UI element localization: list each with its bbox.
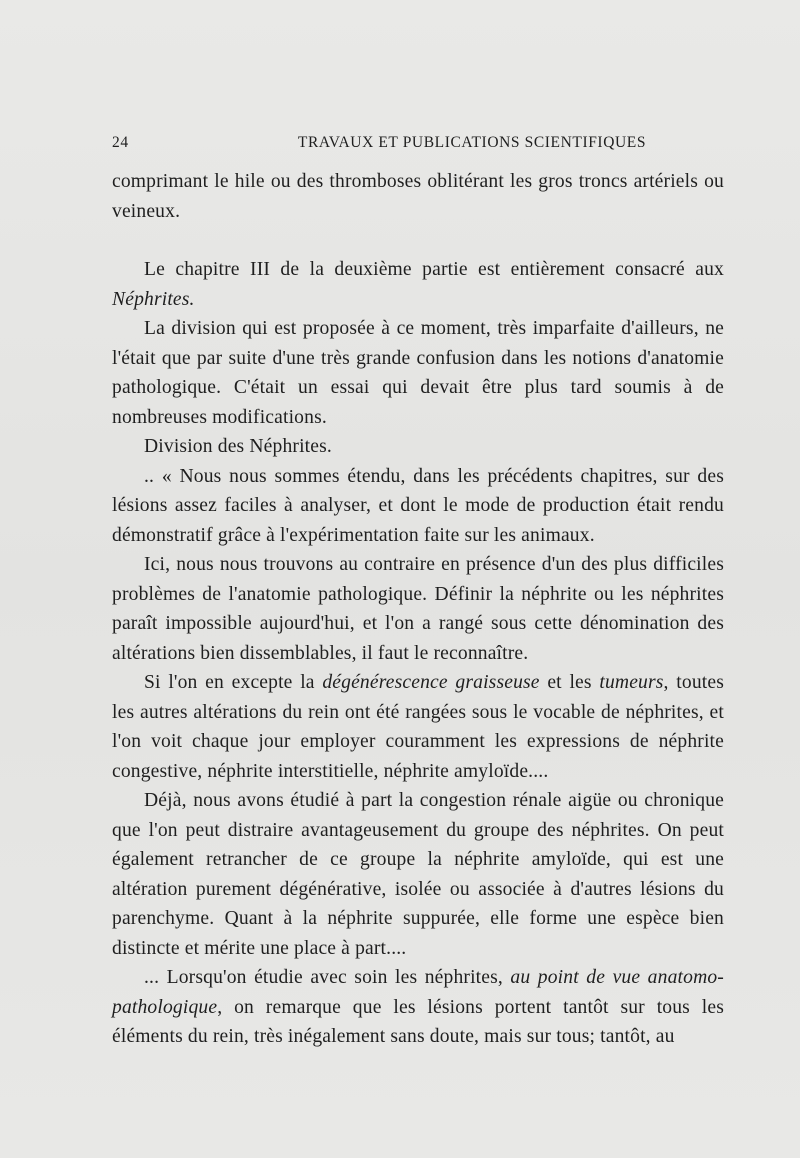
paragraph: La division qui est proposée à ce moment, très imparfaite d'ailleurs, ne l'était que par suite d'une très grande confusion dans les notions d'anatomie pathologique. C'était un essai qui devait être plus tard soumis à de nombreuses modifications. (112, 318, 724, 428)
running-title: TRAVAUX ET PUBLICATIONS SCIENTIFIQUES (297, 134, 647, 151)
page-header (112, 134, 724, 158)
italic-term: dégénérescence graisseuse (322, 672, 540, 693)
paragraph (112, 963, 724, 1052)
section-heading: Division des Néphrites. (144, 436, 332, 457)
paragraph-text: ... Lorsqu'on étudie avec soin les néphrites, (144, 967, 511, 988)
paragraph-text: , on remarque que les lésions portent tantôt sur tous les éléments du rein, très inégalement sans doute, mais sur tous; tantôt, au (112, 996, 724, 1047)
paragraph: Ici, nous nous trouvons au contraire en présence d'un des plus difficiles problèmes de l'anatomie pathologique. Définir la néphrite ou les néphrites paraît impossible aujourd'hui, et l'on a rangé sous cette dénomination des altérations bien dissemblables, il faut le reconnaître. (112, 554, 724, 664)
italic-term: au point de vue anatomo-pathologique (112, 967, 724, 1018)
paragraph-text: Le chapitre III de la deuxième partie est entièrement consacré aux (144, 259, 724, 280)
paragraph-text: Si l'on en excepte la (144, 672, 323, 693)
page-number: 24 (112, 134, 129, 151)
paragraph (112, 255, 724, 314)
body-text (112, 167, 724, 1052)
paragraph (112, 668, 724, 786)
paragraph-text: et les (539, 672, 600, 693)
italic-term: tumeurs (599, 672, 664, 693)
paragraph: Déjà, nous avons étudié à part la congestion rénale aigüe ou chronique que l'on peut distraire avantageusement du groupe des néphrites. On peut également retrancher de ce groupe la néphrite amyloïde, qui est une altération purement dégénérative, isolée ou associée à d'autres lésions du parenchyme. Quant à la néphrite suppurée, elle forme une espèce bien distincte et mérite une place à part.... (112, 790, 724, 959)
paragraph: comprimant le hile ou des thromboses oblitérant les gros troncs artériels ou veineux. (112, 171, 724, 222)
paragraph: .. « Nous nous sommes étendu, dans les précédents chapitres, sur des lésions assez faciles à analyser, et dont le mode de production était rendu démonstratif grâce à l'expérimentation faite sur les animaux. (112, 465, 724, 546)
italic-term: Néphrites. (112, 288, 195, 310)
paragraph-text: , toutes les autres altérations du rein ont été rangées sous le vocable de néphrites, et l'on voit chaque jour employer couramment les expressions de néphrite congestive, néphrite interstitielle, néphrite amyloïde.... (112, 672, 724, 782)
